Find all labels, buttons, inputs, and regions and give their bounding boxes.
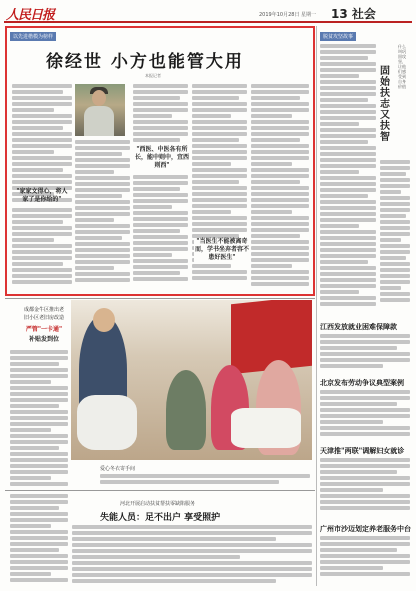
bottom-story-headline: 失能人员：足不出户 享受照护 <box>100 513 221 523</box>
photo-person-2 <box>166 370 206 450</box>
brief-headline-4: 广州市沙迈划定养老服务中台 <box>320 524 411 533</box>
left-story-kicker: 成都金牛区推出老旧小区老旧房改造 <box>23 307 64 321</box>
feature-section-tag: 以先进楷模为榜样 <box>10 32 56 41</box>
masthead <box>4 3 412 23</box>
left-story-text <box>10 350 68 490</box>
feature-subhead-2: "西医、中医各有所长，能中则中，宜西则西" <box>134 146 189 169</box>
portrait-torso <box>84 106 114 136</box>
feature-subhead-1: "家家文得心，将人家了是你给的" <box>16 188 68 203</box>
photo-caption-text <box>100 474 310 488</box>
newspaper-logo: 人民日报 <box>6 8 55 23</box>
right-column-title: 固始扶志又扶智 <box>380 66 390 143</box>
right-text-col2 <box>380 160 410 310</box>
bottom-story-kicker: 河北开展启动扶贫帮扶零缺陷服务 <box>120 501 196 507</box>
feature-byline: 本报记者 <box>145 73 161 78</box>
feature-text-col3a <box>133 84 188 144</box>
brief-text-2 <box>320 390 410 440</box>
right-text-col <box>320 44 376 314</box>
feature-text-col1 <box>12 84 72 204</box>
brief-text-4 <box>320 536 410 586</box>
bottom-text-col1 <box>10 494 68 584</box>
photo-clothes-pile <box>231 408 301 448</box>
photo-sack <box>77 395 137 450</box>
feature-text-col3b <box>133 175 188 288</box>
page-number: 13 社会 <box>331 7 376 21</box>
brief-headline-1: 江西发放就业困难保障款 <box>320 322 397 331</box>
main-photo <box>71 300 312 460</box>
feature-headline: 徐经世 小方也能管大用 <box>46 52 244 72</box>
horizontal-divider <box>5 298 315 299</box>
brief-text-3 <box>320 458 410 518</box>
photo-person-1-head <box>93 308 115 332</box>
right-section-tag: 脱贫攻坚故事 <box>320 32 356 41</box>
left-story-subline: 补贴发到位 <box>28 336 59 343</box>
brief-headline-3: 天津推"两联"调解妇女就诊 <box>320 446 405 455</box>
bottom-divider <box>5 490 315 491</box>
right-column-intro: 什么叫巩固攻坚，让他们感受到自身价值 <box>398 44 406 89</box>
photo-caption: 爱心冬衣寄手间 <box>100 466 136 472</box>
dateline: 2019年10月28日 星期一 <box>259 12 317 18</box>
column-divider <box>316 26 317 586</box>
bottom-text-cols <box>72 525 312 587</box>
feature-text-col2 <box>75 140 130 288</box>
left-story-headline: 严管"一卡通" <box>25 326 63 333</box>
portrait-head <box>92 90 106 106</box>
portrait-photo <box>75 84 125 136</box>
brief-text-1 <box>320 334 410 374</box>
feature-text-col5 <box>251 84 309 288</box>
feature-text-col1b <box>12 208 72 288</box>
brief-headline-2: 北京发布劳动争议典型案例 <box>320 378 404 387</box>
feature-subhead-3: "当医生不能被离奇而，学书坐弃者容不患好医生" <box>194 238 249 261</box>
